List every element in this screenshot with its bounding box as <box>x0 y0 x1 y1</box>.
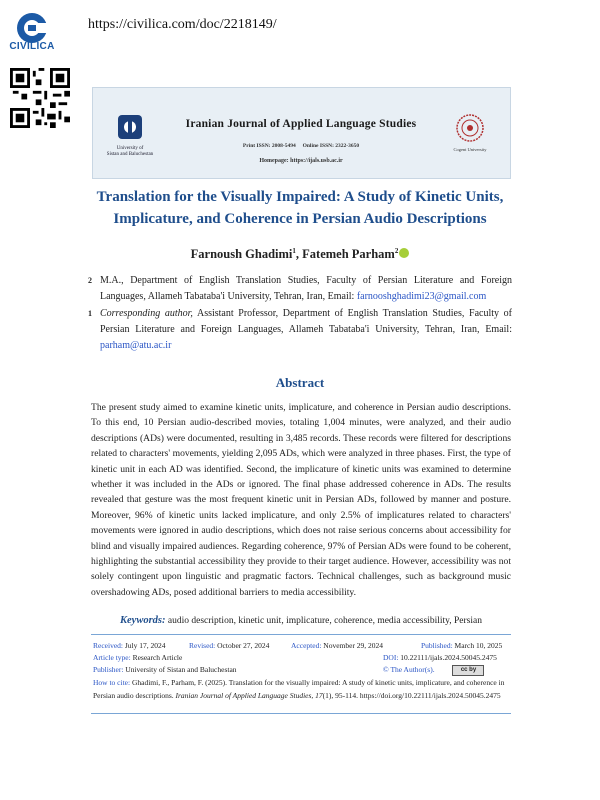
affiliation-2-number: 1 <box>88 309 92 318</box>
keywords <box>120 615 520 626</box>
article-type-label: Article type: <box>93 653 131 662</box>
publisher-label: Publisher: <box>93 665 124 674</box>
journal-title: Iranian Journal of Applied Language Studies <box>185 118 417 130</box>
author-list: Farnoush Ghadimi$^1$, Fatemeh Parham$^2$ <box>150 247 450 262</box>
email-link-1[interactable]: farnooshghadimi23@gmail.com <box>356 291 487 302</box>
email-link-2[interactable]: parham@atu.ac.ir <box>100 340 172 351</box>
received-label: Received: <box>93 641 123 650</box>
title-line-2: Implicature, and Coherence in Persian Audio Descriptions <box>113 211 487 227</box>
accepted-date: November 29, 2024 <box>323 641 384 650</box>
author-2: Fatemeh Parham <box>302 247 395 262</box>
university-logo-icon <box>115 112 145 142</box>
page-url[interactable]: https://civilica.com/doc/2218149/ <box>88 17 277 32</box>
university-line-2: Sistan and Baluchestan <box>106 152 154 157</box>
abstract-heading: Abstract <box>275 375 325 390</box>
cite-text: Ghadimi, F., Parham, F. (2025). Translation for the visually impaired: A study of kinetic units, implicature, and coherence in Persian audio descriptions. <box>93 678 505 700</box>
author-1: Farnoush Ghadimi <box>190 247 293 262</box>
received-date: July 17, 2024 <box>124 641 166 650</box>
doi-label: DOI: <box>383 653 399 662</box>
cite-tail[interactable]: (1), 95-114. https://doi.org/10.22111/ijals.2024.50045.2475 <box>322 690 501 700</box>
keywords-list: audio description, kinetic unit, implicature, coherence, media accessibility, Persian <box>165 616 482 626</box>
journal-issn: Print ISSN: 2008-5494 Online ISSN: 2322-3650 <box>242 143 360 149</box>
journal-homepage[interactable]: Homepage: https://ijals.usb.ac.ir <box>259 158 343 164</box>
article-info-box <box>91 634 511 714</box>
citation <box>93 677 511 702</box>
affiliation-1 <box>88 273 512 305</box>
revised-label: Revised: <box>189 641 216 650</box>
abstract-body: The present study aimed to examine kinetic units, implicature, and coherence in Persian audio descriptions. To this end, 10 Persian audio-described movies, totaling 1,004 minutes, were analyzed, and their audio descriptions (ADs) were documented, resulting in 3,485 records. These records were filtered for descriptions related to characters' movements, yielding 2,095 ADs, which were analyzed in three phases. First, the type of kinetic unit in each AD was identified. Second, the implicature of kinetic units was examined to determine whether it was included in the ADs or ignored. The final phase addressed coherence in ADs. The results revealed that gesture was the most frequent kinetic unit in Persian ADs, followed by manner and posture. Moreover, 96% of kinetic units lacked implicature, and only 2.5% of implicatures related to characters' movements were ignored in audio descriptions, which does not raise serious concerns about accessibility for blind and visually impaired audiences. Regarding coherence, 97% of Persian ADs were found to be coherent, highlighting the substantial accessibility they provide to their target audience. However, accessibility was not solely contingent upon linguistic and pragmatic factors. Technical challenges, such as background music overshadowing ADs, posed additional barriers to media accessibility. <box>91 402 511 598</box>
article-type: Research Article <box>132 653 183 662</box>
affiliation-2 <box>88 306 512 354</box>
cc-license-icon[interactable]: cc by <box>452 665 484 676</box>
civilica-logo-text: CIVILICA <box>9 41 55 52</box>
keywords-label: Keywords: <box>120 615 166 626</box>
cite-journal: Iranian Journal of Applied Language Studies, 17 <box>175 690 323 700</box>
copyright-notice: © The Author(s). <box>383 665 435 675</box>
journal-banner <box>92 87 511 179</box>
university-name <box>104 146 156 158</box>
paper-title <box>95 186 505 230</box>
partner-name: Cogent University <box>453 147 487 152</box>
author-2-sup: 2 <box>394 247 399 255</box>
affiliation-1-text: M.A., Department of English Translation Studies, Faculty of Persian Literature and Foreign Languages, Allameh Tabataba'i University, Tehran, Iran, Email: <box>100 275 512 302</box>
revised-date: October 27, 2024 <box>217 641 270 650</box>
university-line-1: University of <box>116 146 144 151</box>
partner-seal-icon <box>455 113 485 143</box>
published-date: March 10, 2025 <box>454 641 503 650</box>
published-label: Published: <box>421 641 453 650</box>
title-line-1: Translation for the Visually Impaired: A Study of Kinetic Units, <box>96 189 504 205</box>
qr-code-icon <box>10 68 70 128</box>
author-1-sup: 1 <box>292 247 296 255</box>
publisher-name: University of Sistan and Baluchestan <box>125 665 237 674</box>
affiliation-2-text: Assistant Professor, Department of English Translation Studies, Faculty of Persian Literature and Foreign Languages, Allameh Tabataba'i University, Tehran, Iran, Email: <box>100 308 512 335</box>
doi-value[interactable]: 10.22111/ijals.2024.50045.2475 <box>400 653 497 662</box>
cite-label: How to cite: <box>93 678 131 687</box>
accepted-label: Accepted: <box>291 641 322 650</box>
corresponding-author-label: Corresponding author, <box>100 308 193 319</box>
orcid-icon[interactable] <box>399 248 409 258</box>
affiliation-1-number: 2 <box>88 276 92 285</box>
